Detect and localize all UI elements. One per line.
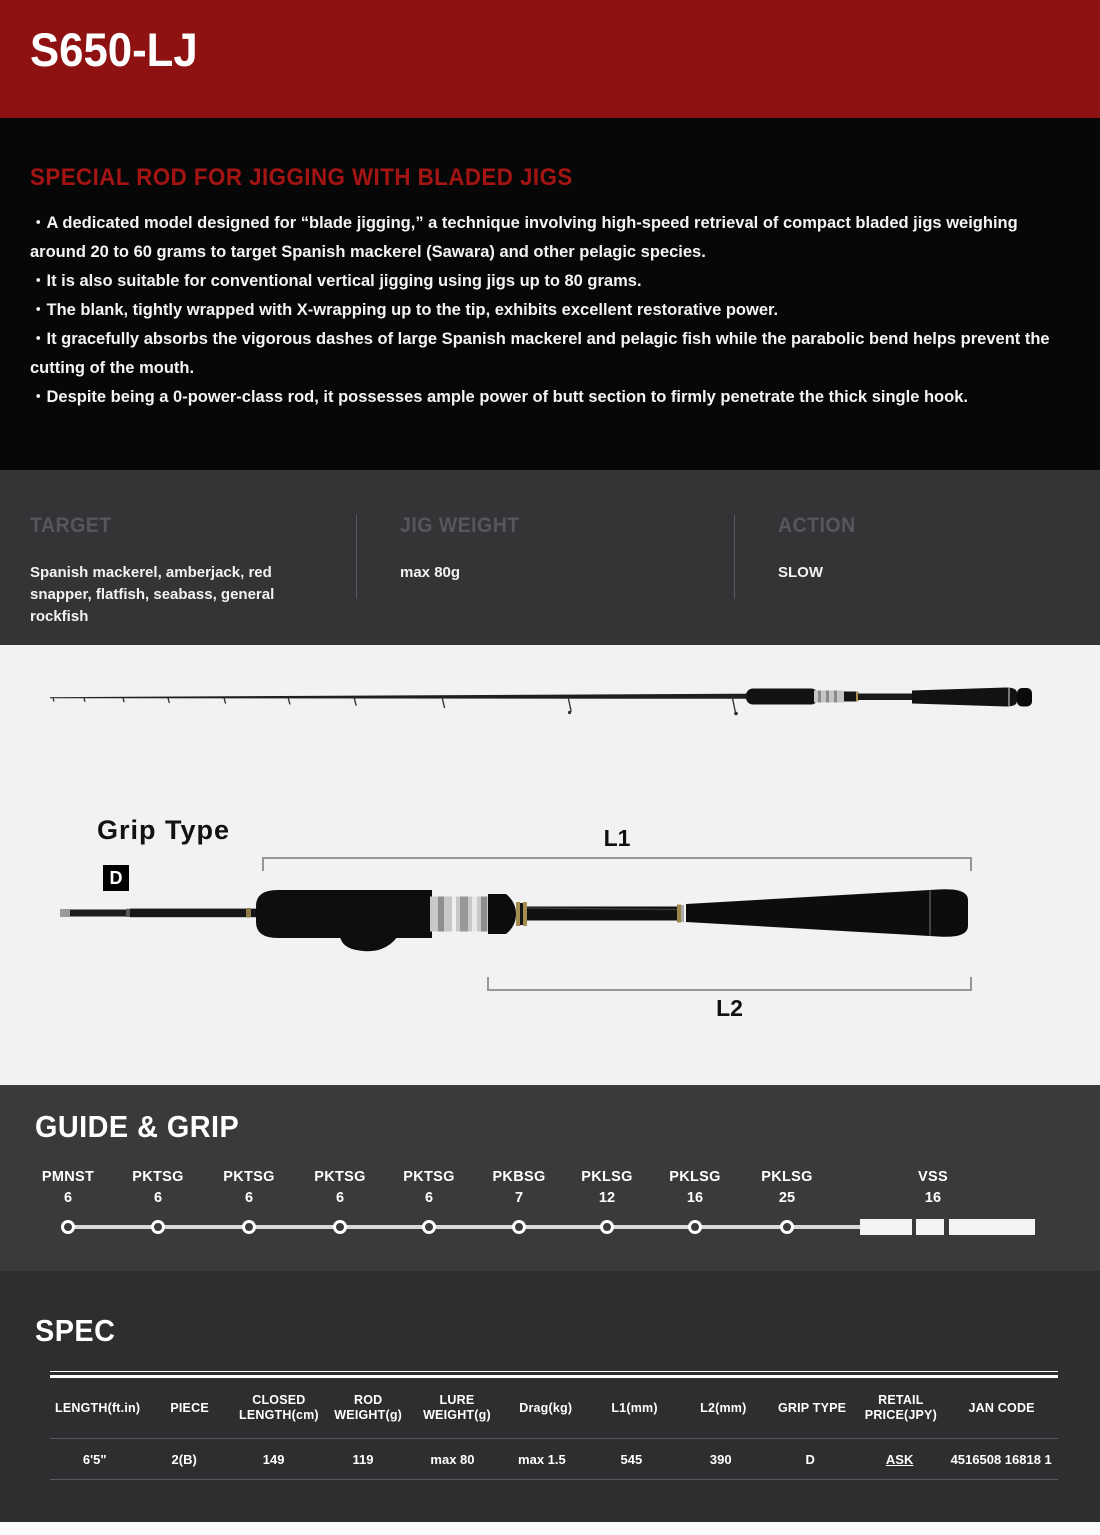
col-header-jan-code: JAN CODE — [968, 1400, 1035, 1415]
guide-grip-heading — [0, 1085, 1100, 1145]
rod-images-section — [0, 645, 1100, 1085]
feature-bullet: ・It is also suitable for conventional vertical jigging using jigs up to 80 grams. — [30, 271, 642, 290]
spec-value-row — [50, 1439, 1058, 1479]
feature-bullets — [30, 209, 1070, 412]
col-header-lure-weight: LURE WEIGHT(g) — [423, 1393, 491, 1422]
value-piece: 2(B) — [171, 1451, 197, 1467]
guide-grip-section — [0, 1085, 1100, 1271]
value-rod-weight: 119 — [352, 1451, 374, 1467]
target-label — [30, 514, 330, 538]
quick-info-jig-weight — [400, 514, 680, 584]
value-retail-price — [855, 1452, 944, 1467]
spec-table — [50, 1371, 1058, 1480]
column-divider — [356, 515, 357, 599]
spec-heading — [0, 1271, 1100, 1349]
table-top-line — [50, 1371, 1058, 1372]
target-label-text: TARGET — [30, 514, 112, 537]
value-jan-code: 4516508 16818 1 — [950, 1451, 1052, 1467]
col-header-grip-type: GRIP TYPE — [777, 1400, 847, 1415]
target-value: Spanish mackerel, amberjack, red snapper, flatfish, seabass, general rockfish — [30, 564, 275, 625]
guide-dot — [151, 1220, 165, 1234]
l2-dimension-label: L2 — [716, 995, 743, 1021]
guide-label: PKLSG 12 — [581, 1169, 633, 1206]
col-header-rod-weight: ROD WEIGHT(g) — [334, 1393, 403, 1422]
quick-info-section — [0, 470, 1100, 645]
feature-bullet: ・It gracefully absorbs the vigorous dashes of large Spanish mackerel and pelagic fish while the parabolic bend helps prevent the cutting of the mouth. — [30, 329, 1050, 377]
model-banner — [0, 0, 1100, 118]
column-divider — [734, 515, 735, 599]
l1-bracket — [262, 857, 972, 859]
action-label-text: ACTION — [778, 514, 856, 537]
col-header-closed-length: CLOSED LENGTH(cm) — [239, 1393, 319, 1422]
l1-dimension-label: L1 — [603, 825, 631, 851]
feature-bullet: ・The blank, tightly wrapped with X-wrapping up to the tip, exhibits excellent restorative power. — [30, 300, 779, 319]
value-l2: 390 — [709, 1451, 732, 1467]
grip-type-badge: D — [103, 865, 129, 891]
guide-label: PKTSG 6 — [223, 1169, 275, 1206]
guide-dot — [333, 1220, 347, 1234]
guide-dot — [780, 1220, 794, 1234]
grip-block — [916, 1219, 944, 1235]
guide-label: PKBSG 7 — [492, 1169, 546, 1206]
feature-bullet: ・Despite being a 0-power-class rod, it possesses ample power of butt section to firmly penetrate the thick single hook. — [30, 387, 968, 406]
guide-dot — [242, 1220, 256, 1234]
footer-strip — [0, 1522, 1100, 1535]
ask-price-link[interactable]: ASK — [885, 1451, 914, 1467]
action-value: SLOW — [778, 564, 823, 581]
description-heading-text: SPECIAL ROD FOR JIGGING WITH BLADED JIGS — [30, 164, 573, 191]
col-header-drag: Drag(kg) — [519, 1400, 573, 1415]
rod-schematic-line — [68, 1225, 862, 1229]
quick-info-action — [778, 514, 1058, 584]
grip-block — [949, 1219, 1035, 1235]
col-header-piece: PIECE — [170, 1400, 209, 1415]
bracket-tick — [487, 977, 489, 989]
model-title-text: S650-LJ — [30, 23, 198, 76]
spec-section — [0, 1271, 1100, 1522]
guide-dot — [600, 1220, 614, 1234]
quick-info-target — [30, 514, 330, 628]
spec-header-row — [50, 1378, 1058, 1438]
col-header-l2: L2(mm) — [700, 1400, 747, 1415]
full-rod-image — [0, 665, 1100, 755]
guide-dot — [61, 1220, 75, 1234]
guide-dot — [422, 1220, 436, 1234]
guide-label: PKLSG 25 — [761, 1169, 813, 1206]
guide-label: PMNST 6 — [41, 1169, 95, 1206]
guide-dot — [512, 1220, 526, 1234]
guide-label: PKLSG 16 — [669, 1169, 721, 1206]
grip-type-label: Grip Type — [97, 815, 231, 845]
col-header-length: LENGTH(ft.in) — [55, 1400, 141, 1415]
guide-label: PKTSG 6 — [132, 1169, 184, 1206]
value-closed-length: 149 — [262, 1451, 285, 1467]
description-section — [0, 118, 1100, 470]
bracket-tick — [970, 977, 972, 989]
feature-bullet: ・A dedicated model designed for “blade jigging,” a technique involving high-speed retrieval of compact bladed jigs weighing around 20 to 60 grams to target Spanish mackerel (Sawara) and other pelagic species. — [30, 213, 1018, 261]
value-lure-weight: max 80 — [430, 1451, 475, 1467]
guide-label: PKTSG 6 — [403, 1169, 455, 1206]
guide-label: VSS 16 — [918, 1169, 948, 1206]
jig-weight-label-text: JIG WEIGHT — [400, 514, 520, 537]
jig-weight-value: max 80g — [400, 564, 461, 581]
table-bottom-line — [50, 1479, 1058, 1480]
spec-heading-text: SPEC — [35, 1313, 116, 1348]
value-l1: 545 — [620, 1451, 643, 1467]
action-label — [778, 514, 1058, 538]
guide-label: PKTSG 6 — [314, 1169, 366, 1206]
value-drag: max 1.5 — [518, 1451, 566, 1467]
page-title — [0, 0, 1100, 76]
guide-dot — [688, 1220, 702, 1234]
value-length: 6'5" — [82, 1451, 107, 1467]
col-header-retail-price: RETAIL PRICE(JPY) — [864, 1393, 937, 1422]
col-header-l1: L1(mm) — [611, 1400, 658, 1415]
description-heading — [0, 118, 1100, 193]
grip-block — [860, 1219, 912, 1235]
guide-grip-heading-text: GUIDE & GRIP — [35, 1109, 240, 1144]
jig-weight-label — [400, 514, 680, 538]
value-grip-type: D — [805, 1451, 815, 1467]
l2-bracket — [487, 977, 972, 991]
